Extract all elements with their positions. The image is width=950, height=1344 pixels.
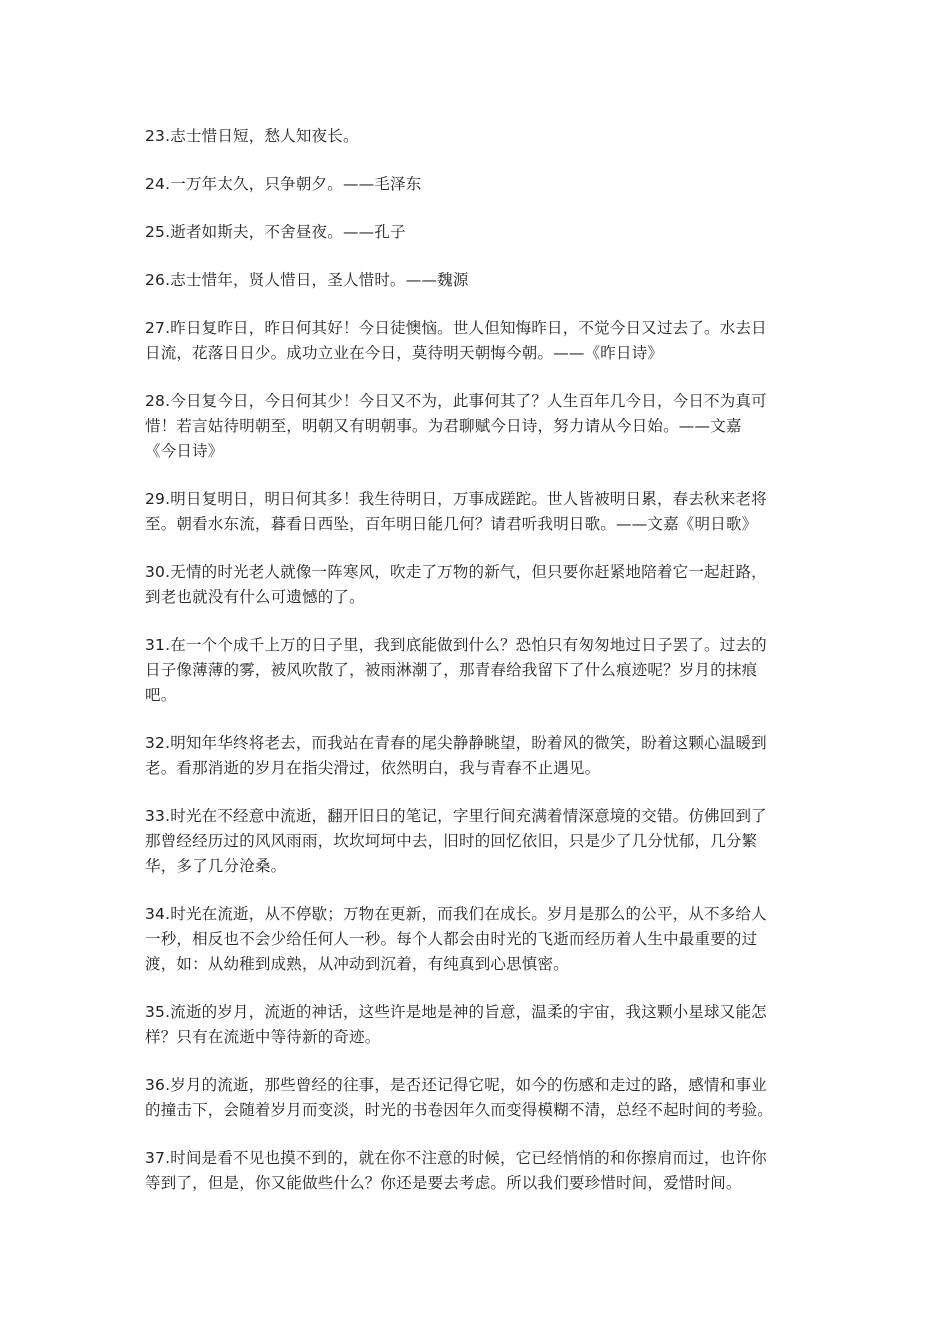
quote-23: 23.志士惜日短，愁人知夜长。 <box>145 127 359 145</box>
document-body <box>145 124 810 1219</box>
quote-31: 31.在一个个成千上万的日子里，我到底能做到什么？恐怕只有匆匆地过日子罢了。过去的 日子像薄薄的雾，被风吹散了，被雨淋潮了，那青春给我留下了什么痕迹呢？岁月的抹痕 吧。 <box>145 636 767 704</box>
quote-28: 28.今日复今日，今日何其少！今日又不为，此事何其了？人生百年几今日，今日不为真可 惜！若言姑待明朝至，明朝又有明朝事。为君聊赋今日诗，努力请从今日始。——文嘉 《今日诗》 <box>145 392 767 460</box>
quote-34: 34.时光在流逝，从不停歇；万物在更新，而我们在成长。岁月是那么的公平，从不多给人 一秒，相反也不会少给任何人一秒。每个人都会由时光的飞逝而经历着人生中最重要的过 渡，如：从幼稚到成熟，从冲动到沉着，有纯真到心思慎密。 <box>145 905 767 973</box>
quote-37: 37.时间是看不见也摸不到的，就在你不注意的时候，它已经悄悄的和你擦肩而过，也许你 等到了，但是，你又能做些什么？你还是要去考虑。所以我们要珍惜时间，爱惜时间。 <box>145 1149 767 1192</box>
quote-26: 26.志士惜年，贤人惜日，圣人惜时。——魏源 <box>145 271 469 289</box>
quote-35: 35.流逝的岁月，流逝的神话，这些许是地是神的旨意，温柔的宇宙，我这颗小星球又能怎 样？只有在流逝中等待新的奇迹。 <box>145 1003 767 1046</box>
quote-24: 24.一万年太久，只争朝夕。——毛泽东 <box>145 175 422 193</box>
quote-36: 36.岁月的流逝，那些曾经的往事，是否还记得它呢，如今的伤感和走过的路，感情和事业 的撞击下，会随着岁月而变淡，时光的书卷因年久而变得模糊不清，总经不起时间的考验。 <box>145 1076 774 1119</box>
quote-30: 30.无情的时光老人就像一阵寒风，吹走了万物的新气，但只要你赶紧地陪着它一起赶路， 到老也就没有什么可遗憾的了。 <box>145 563 767 606</box>
quote-29: 29.明日复明日，明日何其多！我生待明日，万事成蹉跎。世人皆被明日累，春去秋来老将 至。朝看水东流，暮看日西坠，百年明日能几何？请君听我明日歌。——文嘉《明日歌》 <box>145 490 767 533</box>
quote-32: 32.明知年华终将老去，而我站在青春的尾尖静静眺望，盼着风的微笑，盼着这颗心温暖到 老。看那消逝的岁月在指尖滑过，依然明白，我与青春不止遇见。 <box>145 734 767 777</box>
quote-33: 33.时光在不经意中流逝，翻开旧日的笔记，字里行间充满着情深意境的交错。仿佛回到了 那曾经经历过的风风雨雨，坎坎坷坷中去，旧时的回忆依旧，只是少了几分忧郁，几分繁 华，多了几分沧桑。 <box>145 807 767 875</box>
quote-25: 25.逝者如斯夫，不舍昼夜。——孔子 <box>145 223 406 241</box>
quote-27: 27.昨日复昨日，昨日何其好！今日徒懊恼。世人但知悔昨日，不觉今日又过去了。水去日 日流，花落日日少。成功立业在今日，莫待明天朝悔今朝。——《昨日诗》 <box>145 319 767 362</box>
